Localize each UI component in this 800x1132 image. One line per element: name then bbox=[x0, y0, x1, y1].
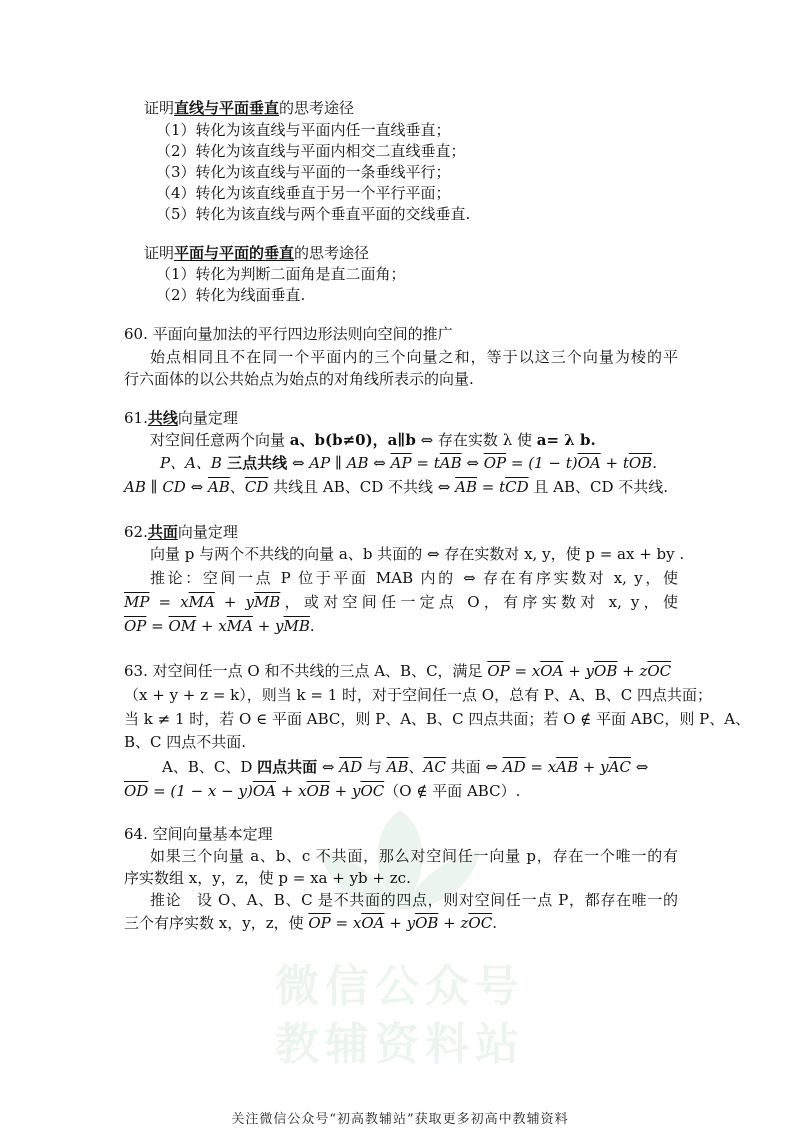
section-a-item-1: （1）转化为该直线与平面内任一直线垂直； bbox=[156, 121, 451, 139]
section-61-title: 61.共线向量定理 bbox=[124, 409, 238, 427]
section-a-keyword: 直线与平面垂直 bbox=[174, 99, 280, 117]
section-62-title: 62.共面向量定理 bbox=[124, 523, 238, 541]
section-a-title: 证明直线与平面垂直的思考途径 bbox=[144, 99, 355, 117]
section-b-title: 证明平面与平面的垂直的思考途径 bbox=[144, 244, 370, 262]
section-62-line-1: 向量 p 与两个不共线的向量 a、b 共面的 ⇔ 存在实数对 x, y，使 p = ax + by . bbox=[150, 545, 685, 563]
section-60-line-2: 行六面体的以公共始点为始点的对角线所表示的向量. bbox=[124, 370, 474, 388]
section-a-item-3: （3）转化为该直线与平面的一条垂线平行； bbox=[156, 163, 451, 181]
section-61-line-1: 对空间任意两个向量 a、b(b≠0)，a∥b ⇔ 存在实数 λ 使 a= λ b. bbox=[150, 431, 596, 449]
section-60-title: 60. 平面向量加法的平行四边形法则向空间的推广 bbox=[124, 325, 453, 343]
section-a-item-4: （4）转化为该直线垂直于另一个平行平面； bbox=[156, 184, 451, 202]
section-62-line-4: $\overline{OP} = \overline{OM} + x\overline{MA} + y\overline{MB}$. bbox=[124, 617, 315, 635]
section-60-line-1: 始点相同且不在同一个平面内的三个向量之和，等于以这三个向量为棱的平 bbox=[150, 348, 678, 366]
section-a-item-2: （2）转化为该直线与平面内相交二直线垂直； bbox=[156, 142, 466, 160]
section-62-keyword: 共面 bbox=[147, 523, 178, 541]
section-63-line-4: B、C 四点不共面. bbox=[124, 733, 247, 751]
page-footer: 关注微信公众号“初高教辅站”获取更多初高中教辅资料 bbox=[231, 1112, 569, 1127]
section-b-keyword: 平面与平面的垂直 bbox=[174, 244, 295, 262]
watermark-line-1: 微信公众号 bbox=[275, 961, 525, 1012]
section-63-line-1: 63. 对空间任一点 O 和不共线的三点 A、B、C，满足 $\overline{OP} = x\overline{OA} + y\overline{OB} + z\overline{OC}$ bbox=[124, 662, 672, 680]
watermark-line-2: 教辅资料站 bbox=[275, 1019, 525, 1070]
section-a-item-5: （5）转化为该直线与两个垂直平面的交线垂直. bbox=[156, 205, 471, 223]
section-64-line-4: 三个有序实数 x，y，z，使 $\overline{OP} = x\overline{OA} + y\overline{OB} + z\overline{OC}$. bbox=[124, 914, 497, 932]
section-63-line-2: （x + y + z = k），则当 k = 1 时，对于空间任一点 O，总有 P、A、B、C 四点共面； bbox=[124, 686, 713, 704]
section-64-line-1: 如果三个向量 a、b、c 不共面，那么对空间任一向量 p，存在一个唯一的有 bbox=[150, 847, 678, 865]
section-61-line-3: AB ∥ CD ⇔ $\overline{AB}$、$\overline{CD}$ 共线且 AB、CD 不共线 ⇔ $\overline{AB} = t\overline{CD}$ 且 AB、CD 不共线. bbox=[124, 478, 669, 496]
section-62-line-2: 推论：空间一点 P 位于平面 MAB 内的 ⇔ 存在有序实数对 x, y，使 bbox=[150, 569, 678, 587]
section-64-line-3: 推论 设 O、A、B、C 是不共面的四点，则对空间任一点 P，都存在唯一的 bbox=[150, 891, 678, 909]
section-b-item-2: （2）转化为线面垂直. bbox=[156, 286, 306, 304]
section-64-line-2: 序实数组 x，y，z，使 p = xa + yb + zc. bbox=[124, 869, 411, 887]
section-61-keyword: 共线 bbox=[147, 409, 178, 427]
section-64-title: 64. 空间向量基本定理 bbox=[124, 825, 273, 843]
section-63-line-3: 当 k ≠ 1 时，若 O ∈ 平面 ABC，则 P、A、B、C 四点共面；若 O ∉ 平面 ABC，则 P、A、 bbox=[124, 710, 751, 728]
section-b-item-1: （1）转化为判断二面角是直二面角； bbox=[156, 265, 406, 283]
section-63-line-5: A、B、C、D 四点共面 ⇔ $\overline{AD}$ 与 $\overline{AB}$、$\overline{AC}$ 共面 ⇔ $\overline{AD} = x\overline{AB} + y\overline{AC}$ ⇔ bbox=[162, 758, 649, 776]
section-61-line-2: P、A、B 三点共线 ⇔ AP ∥ AB ⇔ $\overline{AP} = t\overline{AB}$ ⇔ $\overline{OP} = (1 - t)\overline{OA} + t\overline{OB}$. bbox=[160, 454, 657, 472]
section-62-line-3: $\overline{MP} = x\overline{MA} + y\overline{MB}$，或对空间任一定点 O，有序实数对 x, y，使 bbox=[124, 593, 678, 611]
section-63-line-6: $\overline{OD} = (1 - x - y)\overline{OA} + x\overline{OB} + y\overline{OC}(O$ ∉ 平面 ABC）. bbox=[124, 782, 521, 800]
